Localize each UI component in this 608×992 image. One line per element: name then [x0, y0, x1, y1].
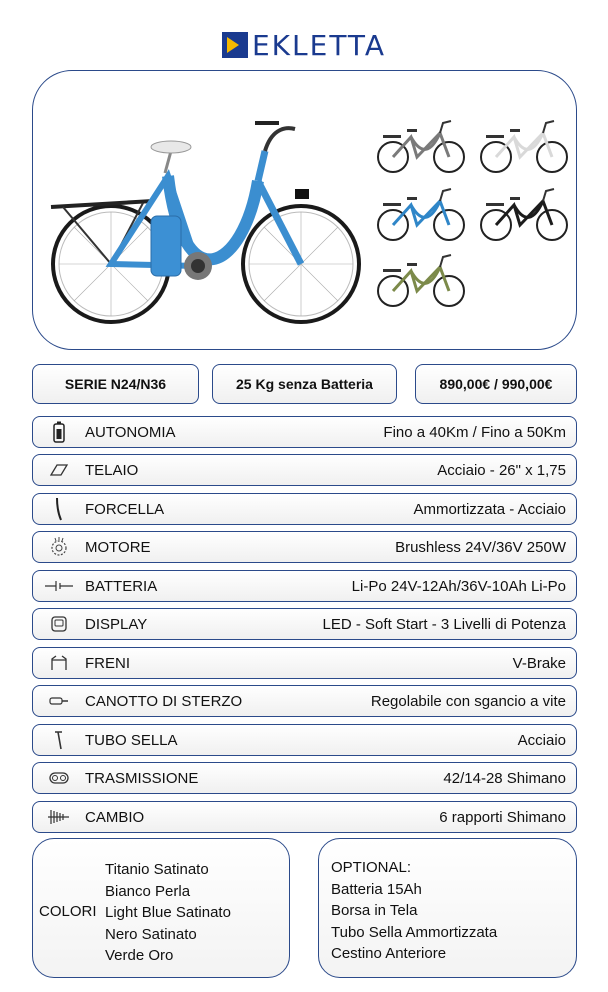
- weight-box: [212, 364, 397, 404]
- bike-variant-verde: [378, 255, 464, 306]
- fork-icon: [43, 495, 75, 523]
- spec-label: TELAIO: [85, 461, 139, 479]
- spec-label: TRASMISSIONE: [85, 769, 199, 787]
- color-item: Nero Satinato: [105, 925, 197, 943]
- series-label: SERIE N24/N36: [64, 376, 167, 392]
- colors-list: [105, 859, 231, 967]
- colors-box: [32, 838, 290, 978]
- motor-icon: [43, 533, 75, 561]
- spec-row-display: [32, 608, 577, 640]
- spec-row-trasmissione: [32, 762, 577, 794]
- optional-item: Tubo Sella Ammortizzata: [331, 923, 498, 941]
- bike-variant-lightblue: [378, 189, 464, 240]
- spec-label: CAMBIO: [85, 808, 145, 826]
- cell-icon: [43, 572, 75, 600]
- color-item: Bianco Perla: [105, 882, 191, 900]
- brand-name: EKLETTA: [251, 28, 387, 62]
- optional-item: Batteria 15Ah: [331, 880, 422, 898]
- bike-variant-nero: [481, 189, 567, 240]
- spec-value: V-Brake: [512, 654, 566, 672]
- spec-row-telaio: [32, 454, 577, 486]
- optional-list: [331, 857, 497, 965]
- spec-row-motore: [32, 531, 577, 563]
- brand-logo: [0, 28, 608, 62]
- spec-row-canotto: [32, 685, 577, 717]
- logo-mark-icon: [222, 32, 248, 58]
- spec-label: MOTORE: [85, 538, 151, 556]
- bike-variant-bianco: [481, 121, 567, 172]
- spec-value: LED - Soft Start - 3 Livelli di Potenza: [322, 615, 566, 633]
- main-bike: [51, 121, 359, 322]
- display-icon: [43, 610, 75, 638]
- spec-label: DISPLAY: [85, 615, 148, 633]
- color-item: Light Blue Satinato: [105, 904, 231, 921]
- spec-row-cambio: [32, 801, 577, 833]
- color-item: Titanio Satinato: [105, 861, 209, 878]
- spec-label: TUBO SELLA: [85, 731, 178, 749]
- colors-label: COLORI: [39, 903, 97, 920]
- spec-row-autonomia: [32, 416, 577, 448]
- price-label: 890,00€ / 990,00€: [439, 376, 553, 392]
- spec-row-freni: [32, 647, 577, 679]
- spec-value: Acciaio: [517, 731, 566, 749]
- cassette-icon: [43, 803, 75, 831]
- spec-value: 42/14-28 Shimano: [443, 769, 566, 787]
- product-hero: [32, 70, 577, 350]
- spec-value: 6 rapporti Shimano: [439, 808, 566, 826]
- seatpost-icon: [43, 726, 75, 754]
- spec-value: Regolabile con sgancio a vite: [370, 692, 566, 710]
- bike-illustrations: [33, 71, 577, 350]
- optional-box: [318, 838, 577, 978]
- optional-item: Cestino Anteriore: [331, 945, 447, 962]
- optional-title: OPTIONAL:: [331, 859, 412, 876]
- spec-row-forcella: [32, 493, 577, 525]
- spec-value: Fino a 40Km / Fino a 50Km: [383, 423, 566, 441]
- spec-row-tubo-sella: [32, 724, 577, 756]
- spec-label: FRENI: [85, 654, 130, 672]
- spec-label: AUTONOMIA: [85, 423, 176, 441]
- brake-icon: [43, 649, 75, 677]
- bike-variant-titanio: [378, 121, 464, 172]
- weight-label: 25 Kg senza Batteria: [236, 376, 373, 392]
- spec-label: FORCELLA: [85, 500, 165, 518]
- spec-value: Brushless 24V/36V 250W: [395, 538, 566, 556]
- optional-item: Borsa in Tela: [331, 902, 418, 919]
- stem-icon: [43, 687, 75, 715]
- spec-value: Ammortizzata - Acciaio: [413, 500, 566, 518]
- spec-label: CANOTTO DI STERZO: [85, 692, 243, 710]
- series-box: [32, 364, 199, 404]
- price-box: [415, 364, 577, 404]
- spec-label: BATTERIA: [85, 577, 158, 595]
- frame-icon: [43, 456, 75, 484]
- chain-icon: [43, 764, 75, 792]
- color-item: Verde Oro: [105, 947, 174, 964]
- spec-value: Acciaio - 26" x 1,75: [437, 461, 566, 479]
- spec-value: Li-Po 24V-12Ah/36V-10Ah Li-Po: [351, 577, 566, 595]
- spec-row-batteria: [32, 570, 577, 602]
- battery-icon: [43, 418, 75, 446]
